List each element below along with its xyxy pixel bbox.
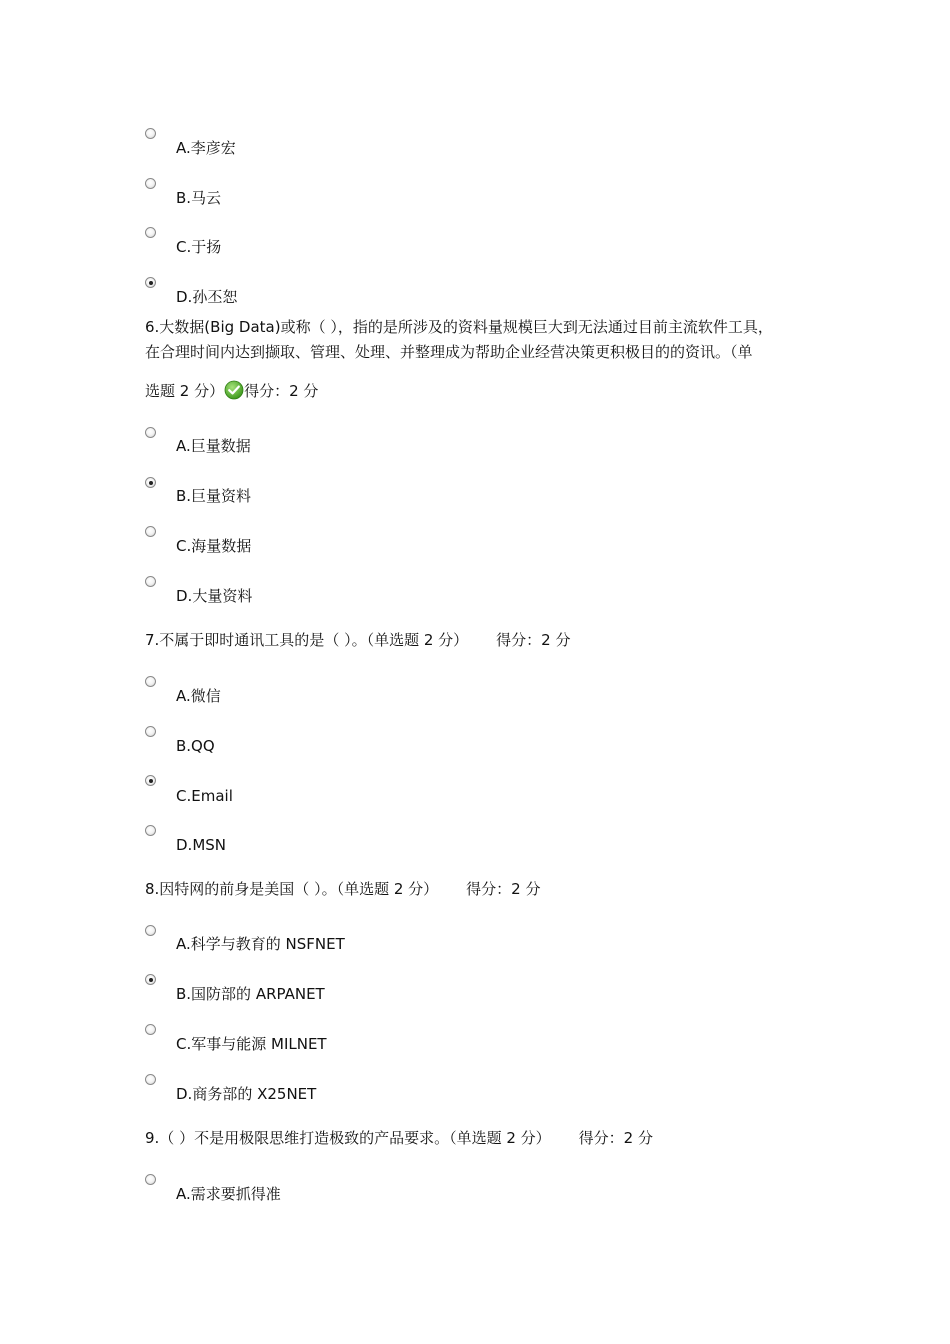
q8-option-d-radio[interactable] <box>145 1074 156 1085</box>
q5-option-b-label: B.马云 <box>176 189 222 207</box>
q6-option-c-radio[interactable] <box>145 526 156 537</box>
q5-option-a-label: A.李彦宏 <box>176 139 236 157</box>
q5-option-b-radio[interactable] <box>145 178 156 189</box>
q7-option-b-radio[interactable] <box>145 726 156 737</box>
q7-option-d-label: D.MSN <box>176 836 227 854</box>
q7-option-c-radio[interactable] <box>145 775 156 786</box>
q7-option-a-radio[interactable] <box>145 676 156 687</box>
q8-option-b-radio[interactable] <box>145 974 156 985</box>
q9-option-a-label: A.需求要抓得准 <box>176 1185 281 1203</box>
q8-option-a-radio[interactable] <box>145 925 156 936</box>
q6-option-d-radio[interactable] <box>145 576 156 587</box>
q6-text-line2: 在合理时间内达到撷取、管理、处理、并整理成为帮助企业经营决策更积极目的的资讯。（单 <box>145 343 753 361</box>
q7-score: 得分：2 分 <box>496 631 571 649</box>
q9-score: 得分：2 分 <box>578 1129 653 1147</box>
q6-option-a-label: A.巨量数据 <box>176 437 251 455</box>
q5-option-c-radio[interactable] <box>145 227 156 238</box>
check-circle-icon <box>224 380 244 400</box>
q6-text-line1: 6.大数据(Big Data)或称（ ），指的是所涉及的资料量规模巨大到无法通过目前主流软件工具， <box>145 318 773 336</box>
q7-option-b-label: B.QQ <box>176 737 215 755</box>
q5-option-a-radio[interactable] <box>145 128 156 139</box>
q6-option-b-label: B.巨量资料 <box>176 487 252 505</box>
q9-option-a-radio[interactable] <box>145 1174 156 1185</box>
q8-option-d-label: D.商务部的 X25NET <box>176 1085 317 1103</box>
q8-score: 得分：2 分 <box>466 880 541 898</box>
q7-option-c-label: C.Email <box>176 787 233 805</box>
q6-option-b-radio[interactable] <box>145 477 156 488</box>
q7-option-a-label: A.微信 <box>176 687 221 705</box>
q8-option-b-label: B.国防部的 ARPANET <box>176 985 325 1003</box>
q8-text <box>145 879 540 899</box>
q9-text <box>145 1128 653 1148</box>
q7-question: 7.不属于即时通讯工具的是（ ）。（单选题 2 分） <box>145 631 469 649</box>
q8-option-c-label: C.军事与能源 MILNET <box>176 1035 327 1053</box>
q7-option-d-radio[interactable] <box>145 825 156 836</box>
q6-option-a-radio[interactable] <box>145 427 156 438</box>
q5-option-d-label: D.孙丕恕 <box>176 288 238 306</box>
q7-text <box>145 630 570 650</box>
q5-option-c-label: C.于扬 <box>176 238 222 256</box>
q6-type: 选题 2 分） <box>145 382 225 400</box>
q9-question: 9.（ ）不是用极限思维打造极致的产品要求。（单选题 2 分） <box>145 1129 551 1147</box>
q8-option-c-radio[interactable] <box>145 1024 156 1035</box>
q5-option-d-radio[interactable] <box>145 277 156 288</box>
q6-option-c-label: C.海量数据 <box>176 537 252 555</box>
q8-question: 8.因特网的前身是美国（ ）。（单选题 2 分） <box>145 880 439 898</box>
q6-text-line3 <box>145 380 318 401</box>
q6-option-d-label: D.大量资料 <box>176 587 253 605</box>
q8-option-a-label: A.科学与教育的 NSFNET <box>176 935 345 953</box>
q6-score: 得分：2 分 <box>244 382 319 400</box>
